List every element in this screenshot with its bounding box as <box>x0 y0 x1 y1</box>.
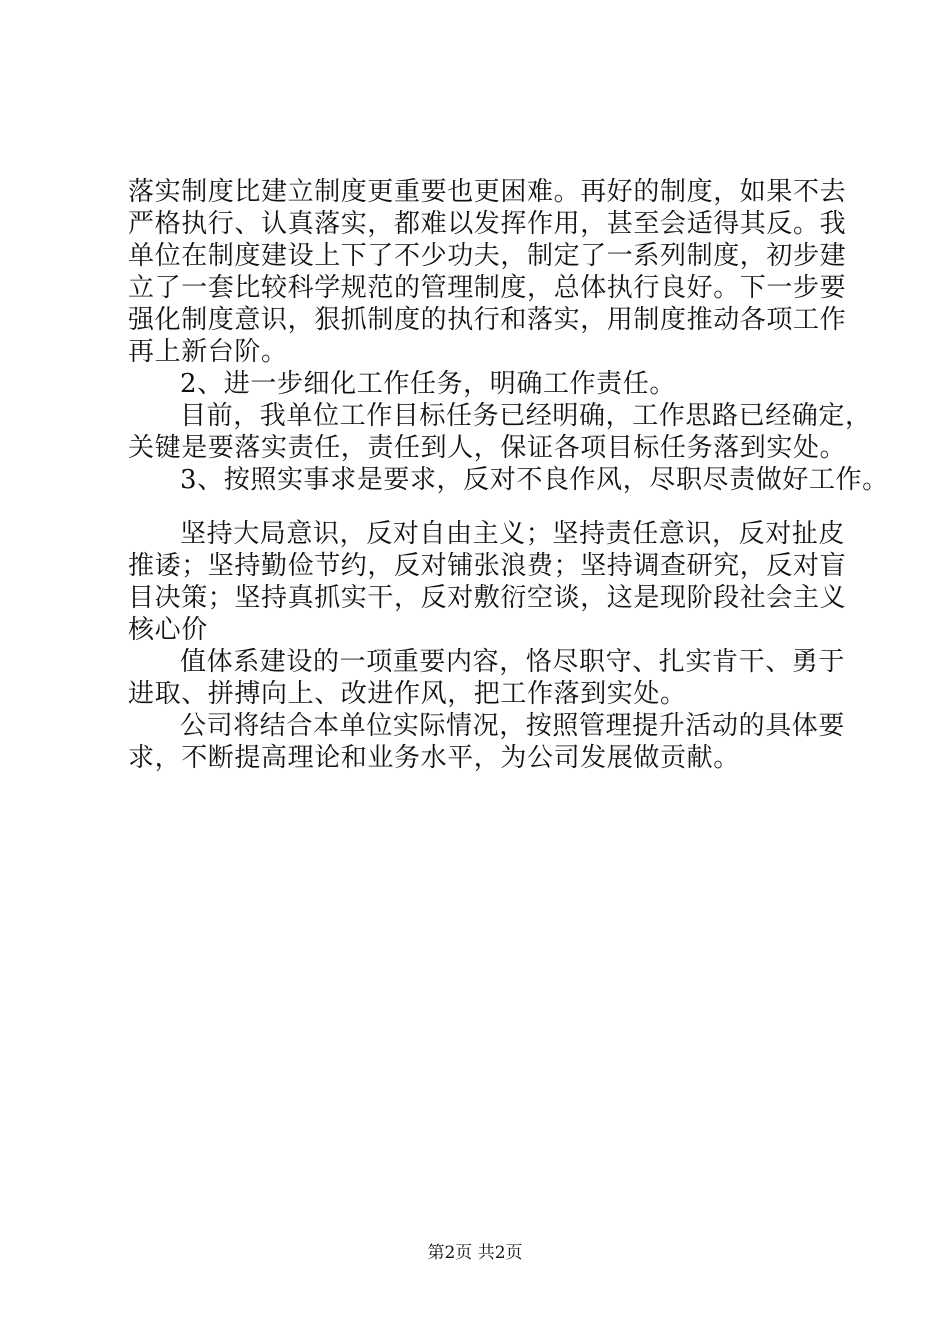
paragraph-line: 关键是要落实责任，责任到人，保证各项目标任务落到实处。 <box>128 433 847 463</box>
paragraph-line: 强化制度意识，狠抓制度的执行和落实，用制度推动各项工作 <box>128 305 847 335</box>
page-footer <box>0 1243 950 1263</box>
paragraph-line: 进取、拼搏向上、改进作风，把工作落到实处。 <box>128 679 687 709</box>
paragraph-line: 求，不断提高理论和业务水平，为公司发展做贡献。 <box>128 743 740 773</box>
document-body <box>128 176 889 774</box>
paragraph-gap <box>128 496 848 518</box>
section-heading-3: 3、按照实事求是要求，反对不良作风，尽职尽责做好工作。 <box>180 465 889 495</box>
paragraph-line: 值体系建设的一项重要内容，恪尽职守、扎实肯干、勇于 <box>180 647 846 677</box>
paragraph-line: 立了一套比较科学规范的管理制度，总体执行良好。下一步要 <box>128 273 847 303</box>
section-heading-2: 2、进一步细化工作任务，明确工作责任。 <box>180 369 676 399</box>
paragraph-line: 公司将结合本单位实际情况，按照管理提升活动的具体要 <box>180 711 846 741</box>
paragraph-line: 单位在制度建设上下了不少功夫，制定了一系列制度，初步建 <box>128 241 847 271</box>
paragraph-line: 核心价 <box>128 615 208 645</box>
page-number-label: 第2页 共2页 <box>427 1243 523 1263</box>
paragraph-line: 目决策；坚持真抓实干，反对敷衍空谈，这是现阶段社会主义 <box>128 583 847 613</box>
paragraph-line: 坚持大局意识，反对自由主义；坚持责任意识，反对扯皮 <box>180 519 846 549</box>
paragraph-line: 目前，我单位工作目标任务已经明确，工作思路已经确定， <box>180 401 872 431</box>
paragraph-line: 严格执行、认真落实，都难以发挥作用，甚至会适得其反。我 <box>128 209 847 239</box>
paragraph-line: 推诿；坚持勤俭节约，反对铺张浪费；坚持调查研究，反对盲 <box>128 551 847 581</box>
paragraph-line: 再上新台阶。 <box>128 337 288 367</box>
paragraph-line: 落实制度比建立制度更重要也更困难。再好的制度，如果不去 <box>128 177 847 207</box>
